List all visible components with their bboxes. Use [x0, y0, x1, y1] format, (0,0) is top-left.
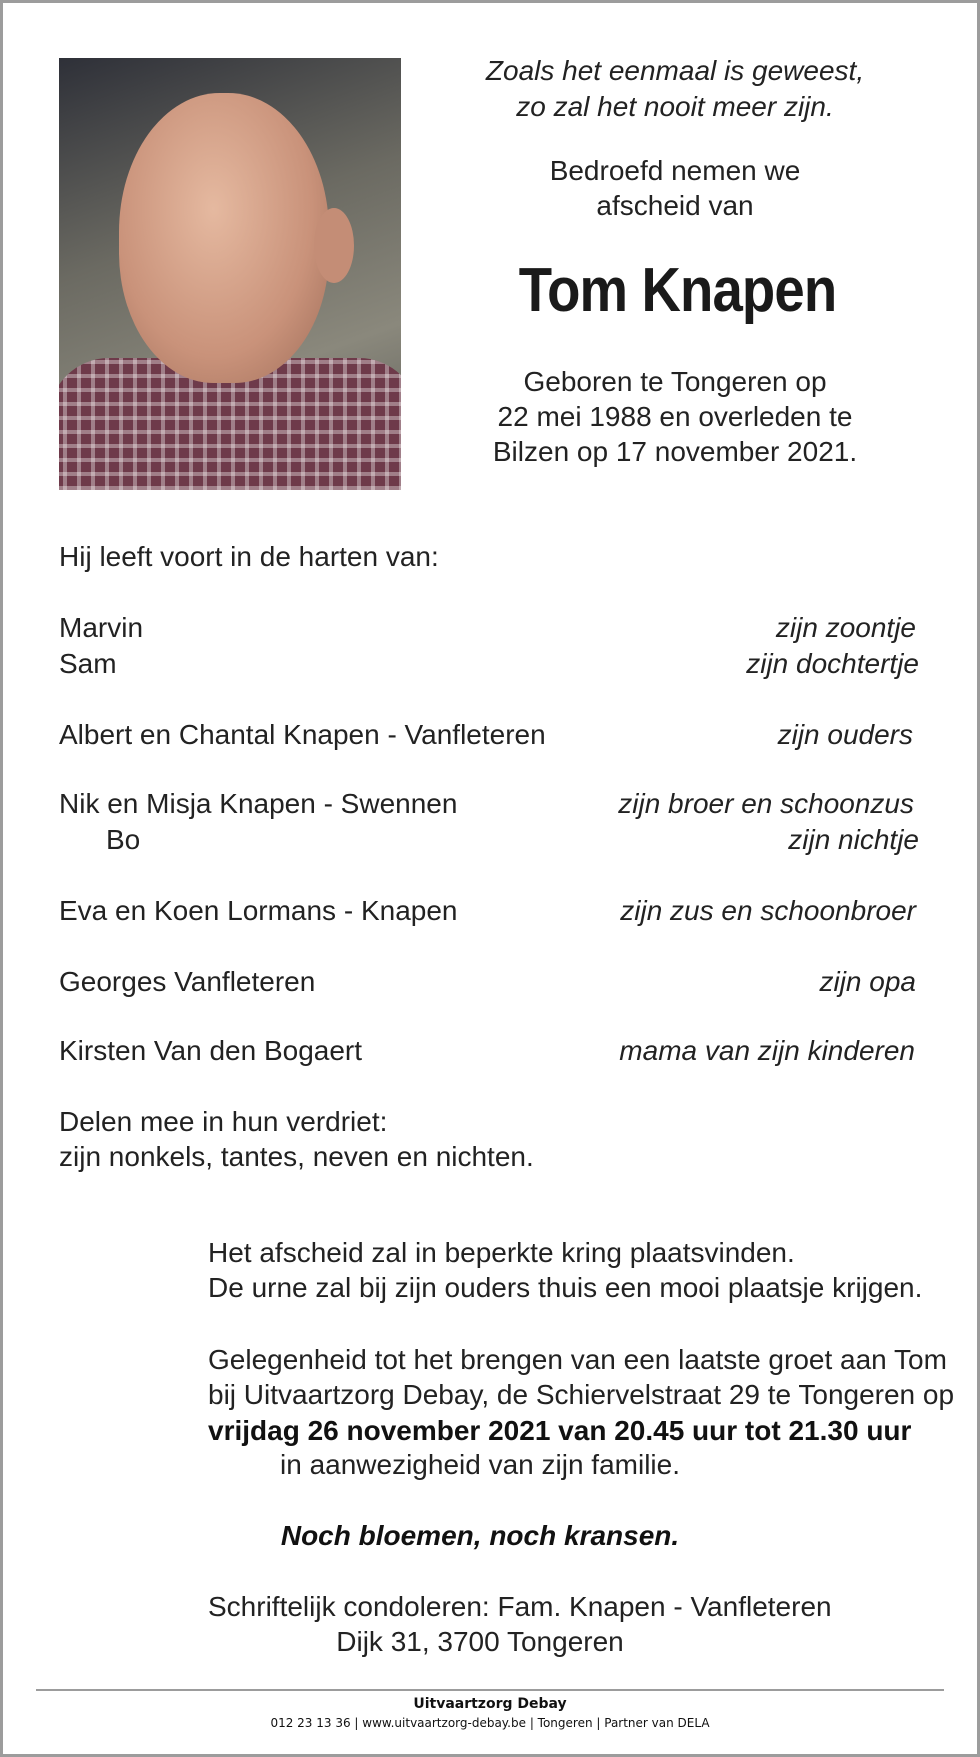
survivor-relation: zijn ouders [777, 719, 913, 750]
survivor-name: Eva en Koen Lormans - Knapen [59, 895, 458, 926]
visitation-line-1: Gelegenheid tot het brengen van een laatste groet aan Tom [208, 1344, 947, 1375]
birth-line-1: Geboren te Tongeren op [523, 366, 827, 397]
visitation-line-2: bij Uitvaartzorg Debay, de Schiervelstraat 29 te Tongeren op [208, 1379, 955, 1410]
farewell-line-1: Het afscheid zal in beperkte kring plaatsvinden. [208, 1237, 795, 1268]
survivor-relation: zijn dochtertje [746, 648, 919, 679]
survivors-heading: Hij leeft voort in de harten van: [59, 541, 439, 572]
portrait-photo [59, 58, 401, 490]
birth-line-2: 22 mei 1988 en overleden te [497, 401, 853, 432]
survivor-relation: zijn zoontje [775, 612, 916, 643]
intro-line-2: afscheid van [596, 190, 754, 221]
survivor-relation: zijn broer en schoonzus [618, 788, 914, 819]
quote-line-2: zo zal het nooit meer zijn. [516, 91, 834, 122]
survivor-name: Bo [106, 824, 141, 855]
no-flowers-notice: Noch bloemen, noch kransen. [280, 1520, 680, 1551]
survivor-relation: zijn opa [819, 966, 916, 997]
condolence-line-1: Schriftelijk condoleren: Fam. Knapen - Vanfleteren [208, 1591, 832, 1622]
survivor-relation: mama van zijn kinderen [619, 1035, 915, 1066]
deceased-name: Tom Knapen [518, 256, 837, 325]
survivor-name: Albert en Chantal Knapen - Vanfleteren [59, 719, 546, 750]
visitation-date: vrijdag 26 november 2021 van 20.45 uur tot 21.30 uur [208, 1415, 912, 1446]
quote-line-1: Zoals het eenmaal is geweest, [485, 55, 865, 86]
survivor-relation: zijn nichtje [788, 824, 919, 855]
survivor-name: Marvin [59, 612, 144, 643]
condolence-address: Dijk 31, 3700 Tongeren [336, 1626, 624, 1657]
footer-info: 012 23 13 36 | www.uitvaartzorg-debay.be | Tongeren | Partner van DELA [270, 1716, 710, 1730]
farewell-line-2: De urne zal bij zijn ouders thuis een mooi plaatsje krijgen. [208, 1272, 923, 1303]
shared-grief-line-2: zijn nonkels, tantes, neven en nichten. [59, 1141, 534, 1172]
survivor-name: Nik en Misja Knapen - Swennen [59, 788, 458, 819]
visitation-line-4: in aanwezigheid van zijn familie. [280, 1449, 680, 1480]
shared-grief-line-1: Delen mee in hun verdriet: [59, 1106, 388, 1137]
footer-divider [36, 1689, 944, 1691]
survivor-name: Sam [59, 648, 117, 679]
intro-line-1: Bedroefd nemen we [549, 155, 801, 186]
survivor-name: Kirsten Van den Bogaert [59, 1035, 363, 1066]
photo-head [119, 93, 329, 383]
photo-ear [314, 208, 354, 283]
survivor-relation: zijn zus en schoonbroer [620, 895, 916, 926]
survivor-name: Georges Vanfleteren [59, 966, 316, 997]
footer-title: Uitvaartzorg Debay [413, 1696, 567, 1712]
birth-line-3: Bilzen op 17 november 2021. [492, 436, 858, 467]
